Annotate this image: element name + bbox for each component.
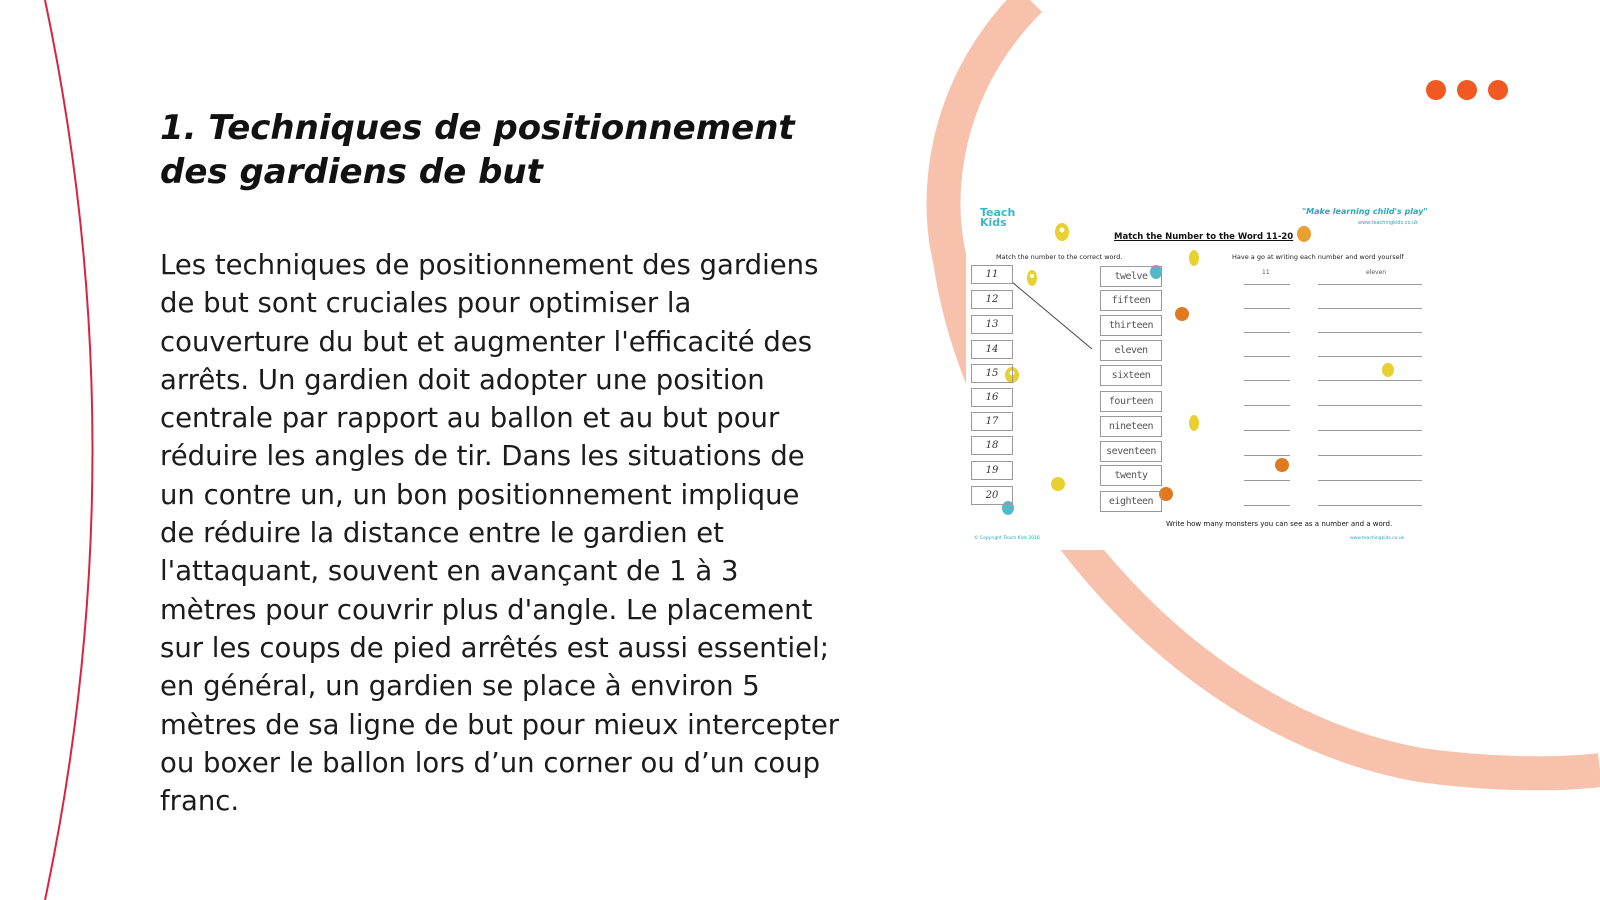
writing-line bbox=[1318, 380, 1422, 381]
worksheet-bottom-instruction: Write how many monsters you can see as a number and a word. bbox=[1166, 520, 1393, 528]
dot-indicator bbox=[1426, 80, 1508, 100]
writing-line bbox=[1318, 405, 1422, 406]
worksheet-example-word: eleven bbox=[1366, 269, 1387, 276]
monster-icon bbox=[1027, 270, 1037, 286]
monster-icon bbox=[1055, 223, 1069, 241]
word-box: sixteen bbox=[1100, 365, 1162, 386]
writing-line bbox=[1318, 332, 1422, 333]
writing-line bbox=[1318, 308, 1422, 309]
monster-icon bbox=[1189, 250, 1199, 266]
writing-line bbox=[1244, 505, 1290, 506]
writing-line bbox=[1318, 284, 1422, 285]
word-box: twelve bbox=[1100, 266, 1162, 287]
number-box: 18 bbox=[971, 436, 1013, 455]
dot-indicator-icon bbox=[1457, 80, 1477, 100]
monster-icon bbox=[1175, 307, 1189, 321]
worksheet-url-top: www.teachingkids.co.uk bbox=[1358, 220, 1419, 226]
left-red-curve bbox=[45, 0, 93, 900]
dot-indicator-icon bbox=[1488, 80, 1508, 100]
worksheet-slogan: "Make learning child's play" bbox=[1302, 207, 1428, 216]
worksheet-instruction-left: Match the number to the correct word. bbox=[996, 253, 1123, 261]
writing-line bbox=[1244, 284, 1290, 285]
monster-icon bbox=[1189, 415, 1199, 431]
word-box: fifteen bbox=[1100, 290, 1162, 311]
number-box: 11 bbox=[971, 265, 1013, 284]
monster-icon bbox=[1382, 363, 1394, 377]
dot-indicator-icon bbox=[1426, 80, 1446, 100]
writing-line bbox=[1244, 430, 1290, 431]
word-box: twenty bbox=[1100, 465, 1162, 486]
writing-line bbox=[1244, 455, 1290, 456]
writing-line bbox=[1244, 332, 1290, 333]
writing-line bbox=[1244, 308, 1290, 309]
number-box: 20 bbox=[971, 486, 1013, 505]
writing-line bbox=[1244, 405, 1290, 406]
writing-line bbox=[1244, 380, 1290, 381]
writing-line bbox=[1318, 356, 1422, 357]
worksheet-logo: Teach Kids bbox=[980, 206, 1016, 229]
slide-title: 1. Techniques de positionnement des gardiens de but bbox=[160, 108, 795, 192]
slide-body-text: Les techniques de positionnement des gardiens de but sont cruciales pour optimiser la couverture du but et augmenter l'efficacité des arrêts. Un gardien doit adopter une position centrale par rapport au ballon et au but pour réduire les angles de tir. Dans les situations de un contre un, un bon positionnement implique de réduire la distance entre le gardien et l'attaquant, souvent en avançant de 1 à 3 mètres pour couvrir plus d'angle. Le placement sur les coups de pied arrêtés est aussi essentiel; en général, un gardien se place à environ 5 mètres de sa ligne de but pour mieux intercepter ou boxer le ballon lors d’un corner ou d’un coup franc. bbox=[160, 249, 840, 818]
worksheet-title: Match the Number to the Word 11-20 bbox=[1114, 232, 1294, 242]
number-box: 12 bbox=[971, 290, 1013, 309]
writing-line bbox=[1318, 455, 1422, 456]
writing-line bbox=[1318, 505, 1422, 506]
number-box: 13 bbox=[971, 315, 1013, 334]
worksheet-footer-left: © Copyright Teach Kids 2016 bbox=[974, 536, 1040, 541]
word-box: eleven bbox=[1100, 340, 1162, 361]
word-box: fourteen bbox=[1100, 391, 1162, 412]
word-box: nineteen bbox=[1100, 416, 1162, 437]
number-box: 15 bbox=[971, 364, 1013, 383]
worksheet-footer-right: www.teachingkids.co.uk bbox=[1350, 536, 1405, 541]
writing-line bbox=[1244, 480, 1290, 481]
number-box: 17 bbox=[971, 412, 1013, 431]
number-box: 19 bbox=[971, 461, 1013, 480]
monster-icon bbox=[1297, 226, 1311, 242]
word-box: thirteen bbox=[1100, 315, 1162, 336]
writing-line bbox=[1318, 430, 1422, 431]
monster-icon bbox=[1051, 477, 1065, 491]
writing-line bbox=[1318, 480, 1422, 481]
writing-line bbox=[1244, 356, 1290, 357]
worksheet-instruction-right: Have a go at writing each number and word yourself bbox=[1232, 253, 1404, 261]
number-box: 16 bbox=[971, 388, 1013, 407]
word-box: eighteen bbox=[1100, 491, 1162, 512]
worksheet-image bbox=[966, 202, 1434, 550]
worksheet-example-number: 11 bbox=[1262, 269, 1270, 276]
number-box: 14 bbox=[971, 340, 1013, 359]
monster-icon bbox=[1275, 458, 1289, 472]
word-box: seventeen bbox=[1100, 441, 1162, 462]
